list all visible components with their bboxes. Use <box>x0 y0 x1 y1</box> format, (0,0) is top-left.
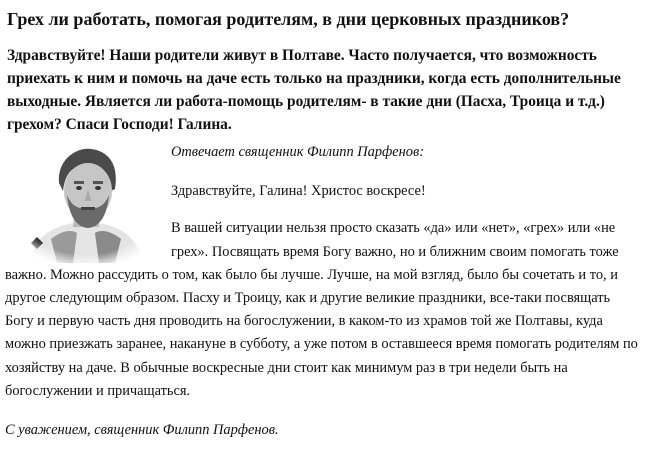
reader-question: Здравствуйте! Наши родители живут в Полтаве. Часто получается, что возможность приехать к ним и помочь на даче есть только на праздники, когда есть дополнительные выходные. Является ли работа-помощь родителям- в такие дни (Пасха, Троица и т.д.) грехом? Спаси Господи! Галина. <box>7 47 621 133</box>
article-title: Грех ли работать, помогая родителям, в дни церковных праздников? <box>7 9 570 29</box>
answer-greeting: Здравствуйте, Галина! Христос воскресе! <box>171 183 426 200</box>
priest-portrait-image <box>11 143 161 263</box>
answer-author: Отвечает священник Филипп Парфенов: <box>171 144 425 160</box>
priest-photo <box>11 143 161 263</box>
answer-block <box>5 141 642 442</box>
answer-signoff: С уважением, священник Филипп Парфенов. <box>5 422 279 439</box>
answer-text: В вашей ситуации нельзя просто сказать «да» или «нет», «грех» или «не грех». Посвящать время Богу важно, но и ближним своим помогать тоже важно. Можно рассудить о том, как было бы лучше. Лучше, на мой взгляд, было бы сочетать и то, и другое следующим образом. Пасху и Троицу, как и другие великие праздники, все-таки посвящать Богу и первую часть дня проводить на богослужении, в каком-то из храмов той же Полтавы, куда можно приезжать заранее, накануне в субботу, а уже потом в оставшееся время помогать родителям по хозяйству на даче. В обычные воскресные дни стоит как минимум раз в три недели быть на богослужении и причащаться. <box>5 220 638 399</box>
